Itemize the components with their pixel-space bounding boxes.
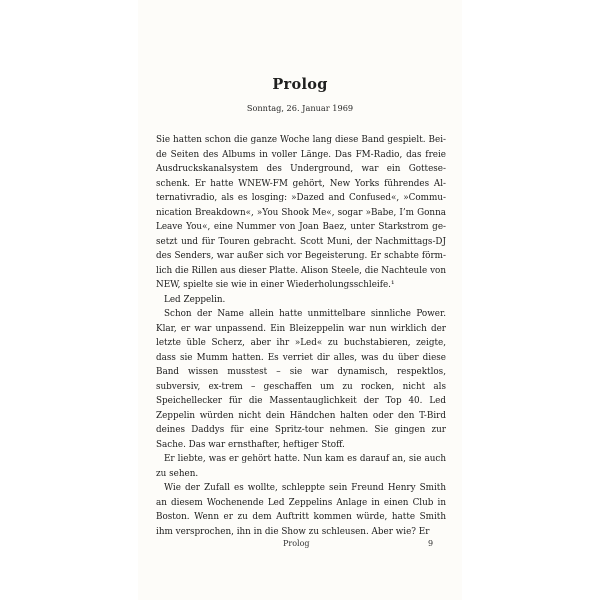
chapter-title: Prolog	[272, 76, 328, 93]
book-page	[138, 0, 462, 600]
paragraph: Wie der Zufall es wollte, schleppte sein Freund Henry Smith an diesem Wochenende Led Zeppelins Anlage in einen Club in Boston. Wenn er zu dem Auftritt kommen würde, hatte Smith ihm versprochen, ihn in die Show zu schleusen. Aber wie? Er	[156, 483, 446, 537]
running-footer: Prolog	[283, 539, 310, 548]
paragraph: Sie hatten schon die ganze Woche lang diese Band gespielt. Bei-de Seiten des Albums in voller Länge. Das FM-Radio, das freie Ausdruckskanalsystem des Underground, war ein Gottese-schenk. Er hatte WNEW-FM gehört, New Yorks führendes Al-ternativradio, als es losging: »Dazed and Confused«, »Commu-nication Breakdown«, »You Shook Me«, sogar »Babe, I’m Gonna Leave You«, eine Nummer von Joan Baez, unter Starkstrom ge-setzt und für Touren gebracht. Scott Muni, der Nachmittags-DJ des Senders, war außer sich vor Begeisterung. Er schabte förm-lich die Rillen aus dieser Platte. Alison Steele, die Nachteule von NEW, spielte sie wie in einer Wiederholungsschleife.¹	[156, 135, 446, 290]
page-number: 9	[428, 539, 434, 548]
paragraph: Schon der Name allein hatte unmittelbare sinnliche Power. Klar, er war unpassend. Ein Bleizeppelin war nun wirklich der letzte üble Scherz, aber ihr »Led« zu buchstabieren, zeigte, dass sie Mumm hatten. Es verriet dir alles, was du über diese Band wissen musstest – sie war dynamisch, respektlos, subversiv, ex-trem – geschaffen um zu rocken, nicht als Speichellecker für die Massentauglichkeit der Top 40. Led Zeppelin würden nicht dein Händchen halten oder den T-Bird deines Daddys für eine Spritz-tour nehmen. Sie gingen zur Sache. Das war ernsthafter, heftiger Stoff.	[156, 309, 446, 450]
paragraph: Led Zeppelin.	[164, 294, 226, 305]
paragraph: Er liebte, was er gehört hatte. Nun kam es darauf an, sie auch zu sehen.	[156, 454, 446, 479]
chapter-date: Sonntag, 26. Januar 1969	[246, 103, 354, 113]
chapter-body	[156, 133, 446, 539]
